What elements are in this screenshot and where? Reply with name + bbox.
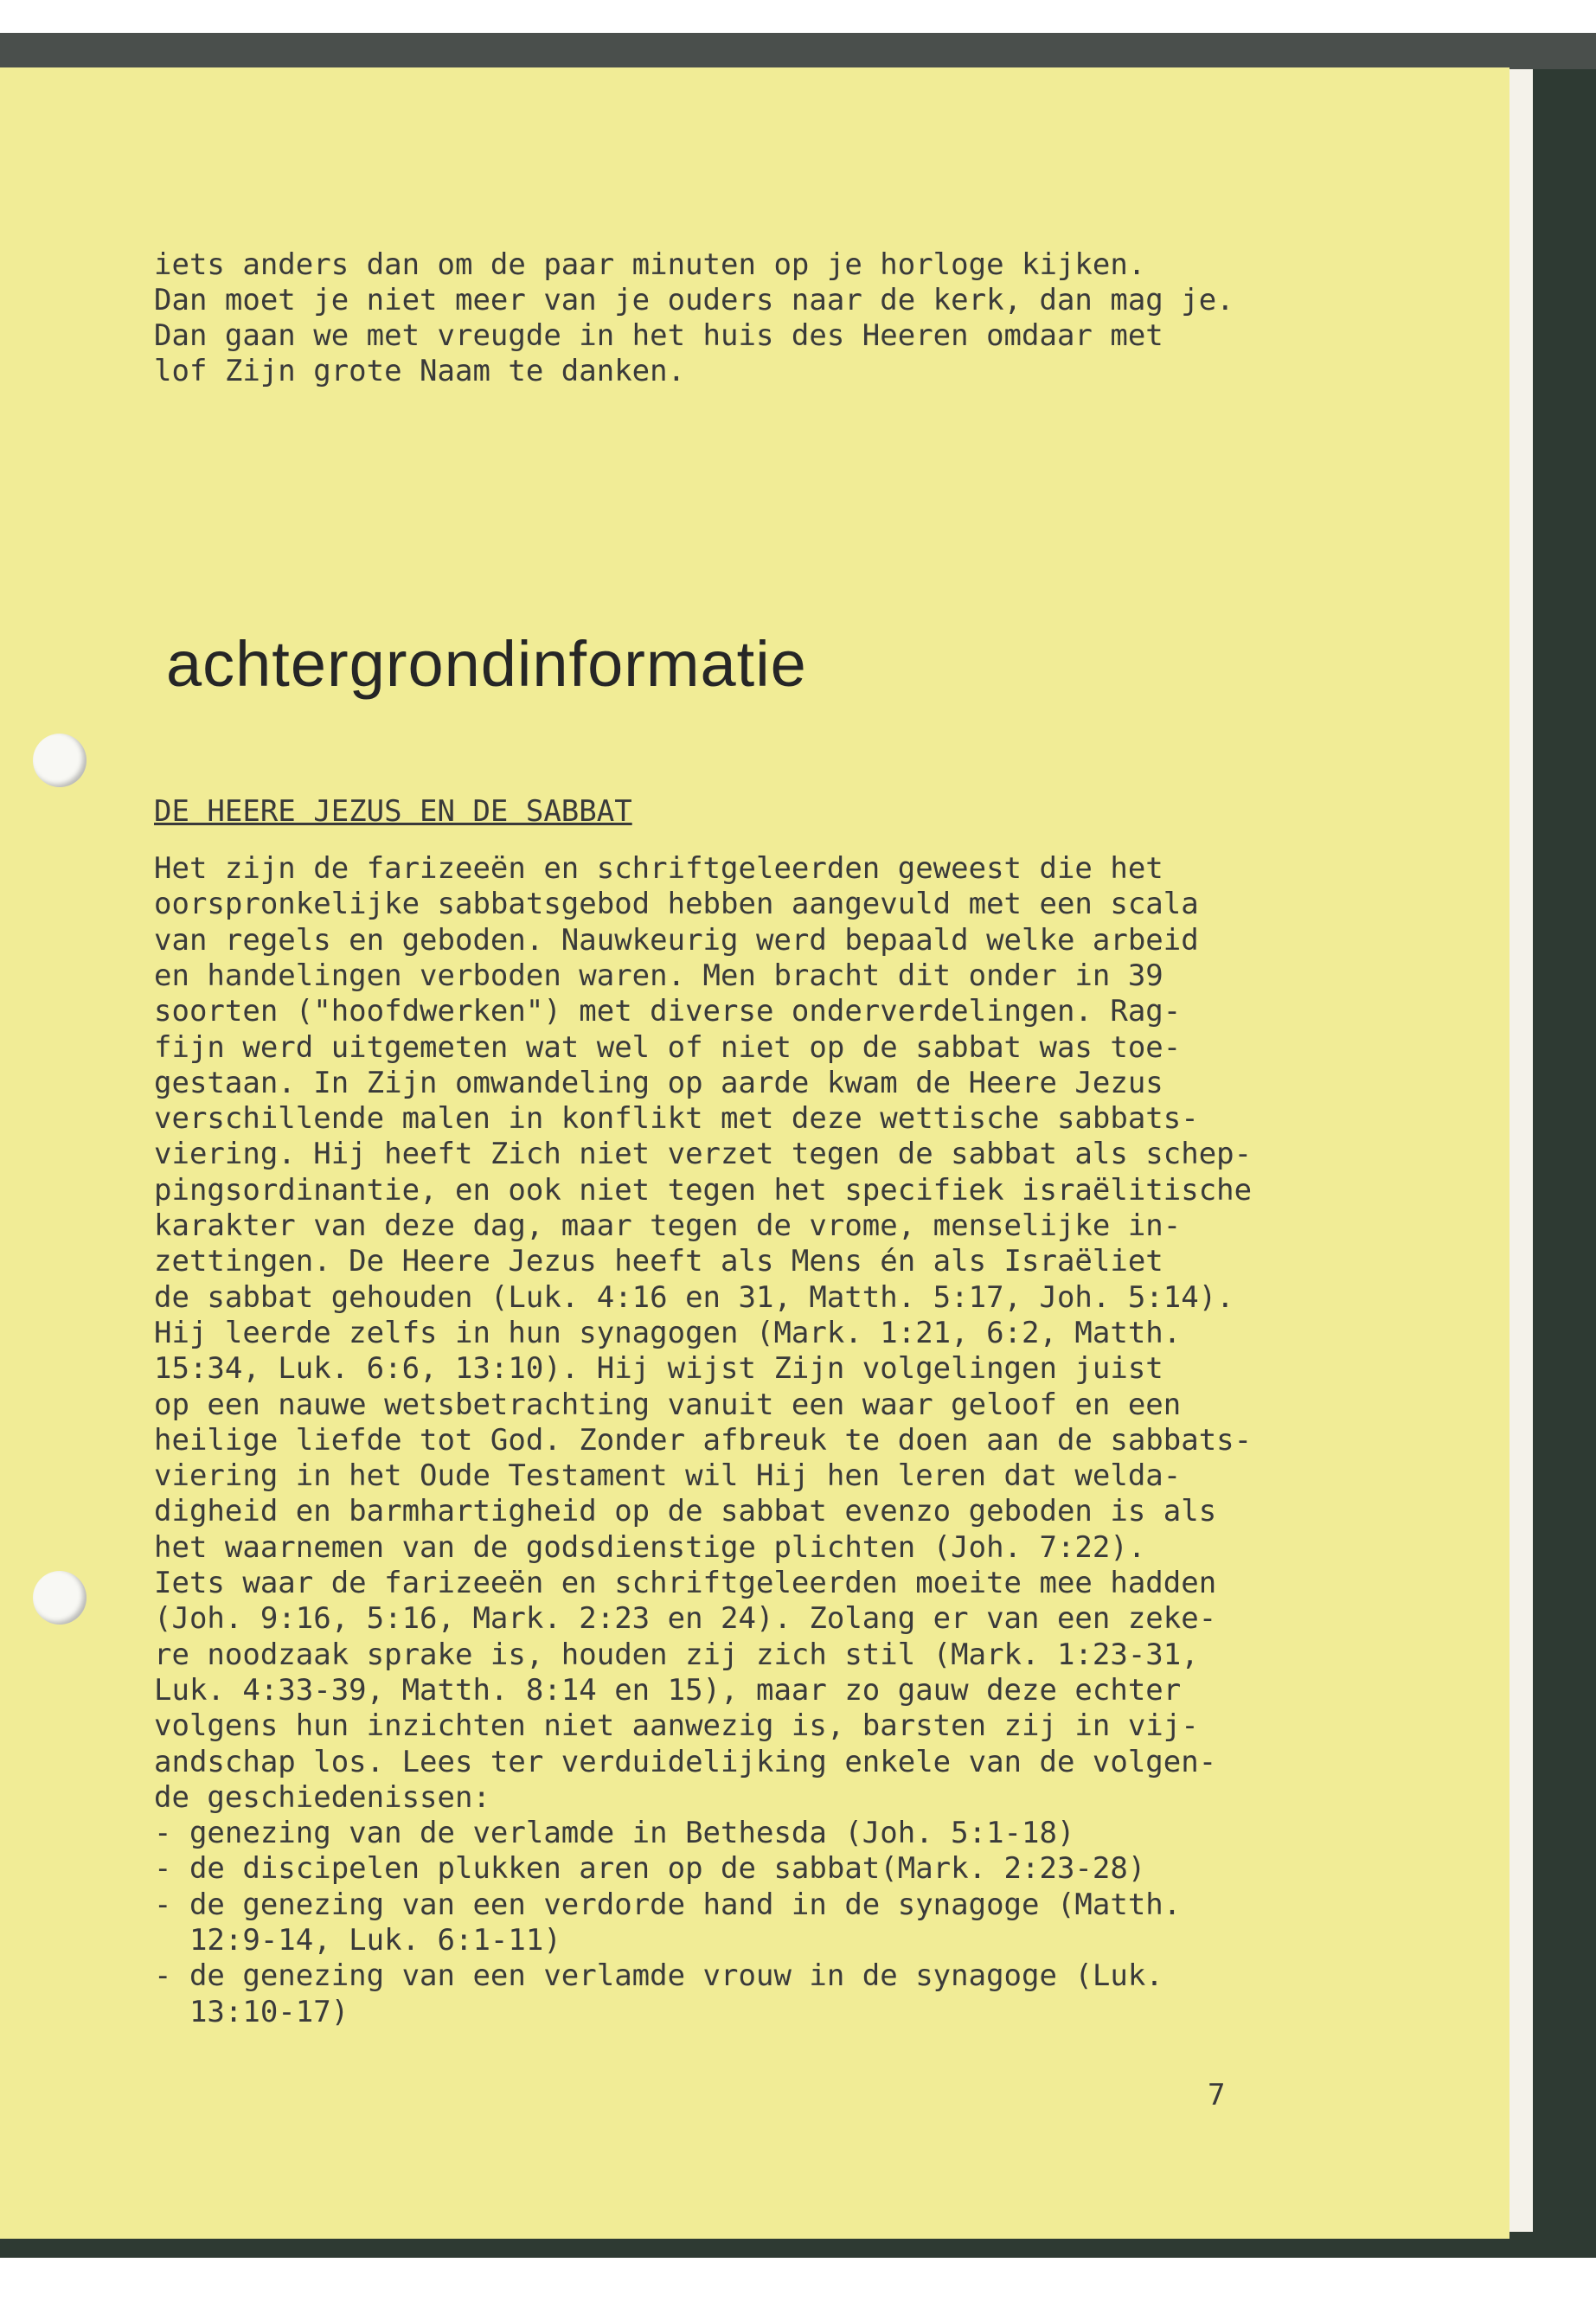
body-line: 13:10-17) bbox=[154, 1995, 349, 2029]
page-number: 7 bbox=[1208, 2078, 1226, 2112]
body-line: andschap los. Lees ter verduidelijking enkele van de volgen- bbox=[154, 1745, 1217, 1779]
body-line: Het zijn de farizeeën en schriftgeleerden geweest die het bbox=[154, 851, 1163, 886]
body-line: re noodzaak sprake is, houden zij zich stil (Mark. 1:23-31, bbox=[154, 1638, 1199, 1672]
body-line: - de genezing van een verlamde vrouw in de synagoge (Luk. bbox=[154, 1958, 1163, 1993]
body-line: en handelingen verboden waren. Men bracht dit onder in 39 bbox=[154, 958, 1163, 993]
body-line: 12:9-14, Luk. 6:1-11) bbox=[154, 1923, 561, 1958]
body-line: - de genezing van een verdorde hand in de synagoge (Matth. bbox=[154, 1888, 1182, 1922]
body-line: volgens hun inzichten niet aanwezig is, barsten zij in vij- bbox=[154, 1708, 1199, 1743]
body-line: soorten ("hoofdwerken") met diverse onderverdelingen. Rag- bbox=[154, 994, 1182, 1029]
body-line: heilige liefde tot God. Zonder afbreuk te doen aan de sabbats- bbox=[154, 1423, 1253, 1458]
body-line: gestaan. In Zijn omwandeling op aarde kwam de Heere Jezus bbox=[154, 1066, 1163, 1100]
page-heading: achtergrondinformatie bbox=[166, 628, 807, 700]
body-line: fijn werd uitgemeten wat wel of niet op de sabbat was toe- bbox=[154, 1030, 1182, 1065]
body-line: van regels en geboden. Nauwkeurig werd bepaald welke arbeid bbox=[154, 923, 1199, 958]
body-line: Iets waar de farizeeën en schriftgeleerden moeite mee hadden bbox=[154, 1566, 1217, 1600]
body-line: karakter van deze dag, maar tegen de vrome, menselijke in- bbox=[154, 1208, 1182, 1243]
binder-top-edge bbox=[0, 33, 1596, 69]
body-line: op een nauwe wetsbetrachting vanuit een waar geloof en een bbox=[154, 1388, 1182, 1422]
body-line: oorspronkelijke sabbatsgebod hebben aangevuld met een scala bbox=[154, 887, 1199, 921]
intro-line: lof Zijn grote Naam te danken. bbox=[154, 354, 686, 388]
body-line: 15:34, Luk. 6:6, 13:10). Hij wijst Zijn volgelingen juist bbox=[154, 1351, 1163, 1386]
body-line: - genezing van de verlamde in Bethesda (Joh. 5:1-18) bbox=[154, 1816, 1075, 1850]
body-line: zettingen. De Heere Jezus heeft als Mens én als Israëliet bbox=[154, 1244, 1163, 1279]
body-line: Luk. 4:33-39, Matth. 8:14 en 15), maar zo gauw deze echter bbox=[154, 1673, 1182, 1708]
body-line: digheid en barmhartigheid op de sabbat evenzo geboden is als bbox=[154, 1494, 1217, 1529]
body-line: de geschiedenissen: bbox=[154, 1780, 490, 1815]
punch-hole-top bbox=[33, 734, 87, 787]
body-line: verschillende malen in konflikt met deze wettische sabbats- bbox=[154, 1101, 1199, 1136]
body-line: viering. Hij heeft Zich niet verzet tegen de sabbat als schep- bbox=[154, 1137, 1253, 1171]
intro-line: Dan moet je niet meer van je ouders naar de kerk, dan mag je. bbox=[154, 283, 1234, 317]
body-line: viering in het Oude Testament wil Hij hen leren dat welda- bbox=[154, 1458, 1182, 1493]
body-line: (Joh. 9:16, 5:16, Mark. 2:23 en 24). Zolang er van een zeke- bbox=[154, 1601, 1217, 1636]
punch-hole-bottom bbox=[33, 1571, 87, 1625]
body-line: pingsordinantie, en ook niet tegen het specifiek israëlitische bbox=[154, 1173, 1253, 1208]
body-line: Hij leerde zelfs in hun synagogen (Mark. 1:21, 6:2, Matth. bbox=[154, 1316, 1182, 1350]
section-title: DE HEERE JEZUS EN DE SABBAT bbox=[154, 794, 632, 829]
intro-line: Dan gaan we met vreugde in het huis des Heeren omdaar met bbox=[154, 318, 1163, 353]
body-line: - de discipelen plukken aren op de sabbat(Mark. 2:23-28) bbox=[154, 1851, 1146, 1886]
body-line: het waarnemen van de godsdienstige plichten (Joh. 7:22). bbox=[154, 1530, 1146, 1565]
intro-line: iets anders dan om de paar minuten op je horloge kijken. bbox=[154, 247, 1146, 282]
body-line: de sabbat gehouden (Luk. 4:16 en 31, Matth. 5:17, Joh. 5:14). bbox=[154, 1280, 1234, 1315]
